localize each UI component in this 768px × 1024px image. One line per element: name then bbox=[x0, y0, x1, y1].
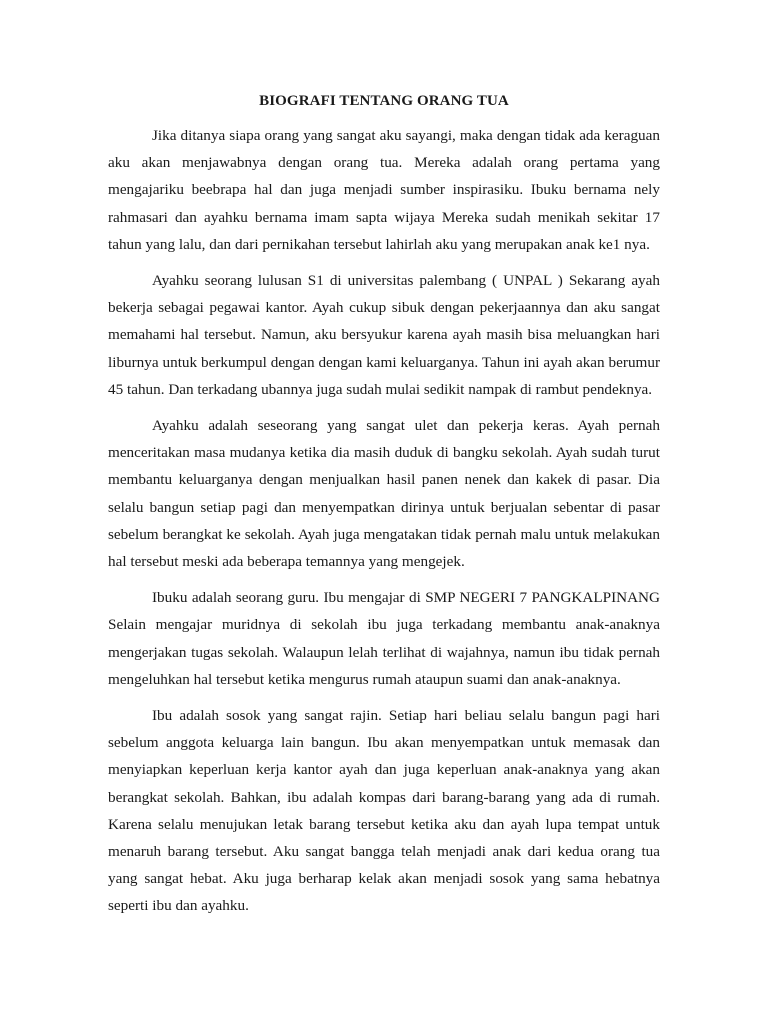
document-page bbox=[108, 88, 660, 929]
paragraph-mother-diligent: Ibu adalah sosok yang sangat rajin. Setiap hari beliau selalu bangun pagi hari sebelum anggota keluarga lain bangun. Ibu akan menyempatkan untuk memasak dan menyiapkan keperluan kerja kantor ayah dan juga keperluan anak-anaknya yang akan berangkat sekolah. Bahkan, ibu adalah kompas dari barang-barang yang ada di rumah. Karena selalu menujukan letak barang tersebut ketika aku dan ayah lupa tempat untuk menaruh barang tersebut. Aku sangat bangga telah menjadi anak dari kedua orang tua yang sangat hebat. Aku juga berharap kelak akan menjadi sosok yang sama hebatnya seperti ibu dan ayahku. bbox=[108, 707, 660, 915]
paragraph-father-education: Ayahku seorang lulusan S1 di universitas palembang ( UNPAL ) Sekarang ayah bekerja sebagai pegawai kantor. Ayah cukup sibuk dengan pekerjaannya dan aku sangat memahami hal tersebut. Namun, aku bersyukur karena ayah masih bisa meluangkan hari liburnya untuk berkumpul dengan dengan kami keluarganya. Tahun ini ayah akan berumur 45 tahun. Dan terkadang ubannya juga sudah mulai sedikit nampak di rambut pendeknya. bbox=[108, 272, 660, 398]
paragraph-father-youth: Ayahku adalah seseorang yang sangat ulet dan pekerja keras. Ayah pernah menceritakan masa mudanya ketika dia masih duduk di bangku sekolah. Ayah sudah turut membantu keluarganya dengan menjualkan hasil panen nenek dan kakek di pasar. Dia selalu bangun setiap pagi dan menyempatkan dirinya untuk berjualan sebentar di pasar sebelum berangkat ke sekolah. Ayah juga mengatakan tidak pernah malu untuk melakukan hal tersebut meski ada beberapa temannya yang mengejek. bbox=[108, 417, 660, 571]
document-title: BIOGRAFI TENTANG ORANG TUA bbox=[259, 93, 509, 109]
paragraph-mother-teacher: Ibuku adalah seorang guru. Ibu mengajar di SMP NEGERI 7 PANGKALPINANG Selain mengajar muridnya di sekolah ibu juga terkadang membantu anak-anaknya mengerjakan tugas sekolah. Walaupun lelah terlihat di wajahnya, namun ibu tidak pernah mengeluhkan hal tersebut ketika mengurus rumah ataupun suami dan anak-anaknya. bbox=[108, 589, 660, 688]
paragraph-intro: Jika ditanya siapa orang yang sangat aku sayangi, maka dengan tidak ada keraguan aku akan menjawabnya dengan orang tua. Mereka adalah orang pertama yang mengajariku beebrapa hal dan juga menjadi sumber inspirasiku. Ibuku bernama nely rahmasari dan ayahku bernama imam sapta wijaya Mereka sudah menikah sekitar 17 tahun yang lalu, dan dari pernikahan tersebut lahirlah aku yang merupakan anak ke1 nya. bbox=[108, 127, 660, 253]
